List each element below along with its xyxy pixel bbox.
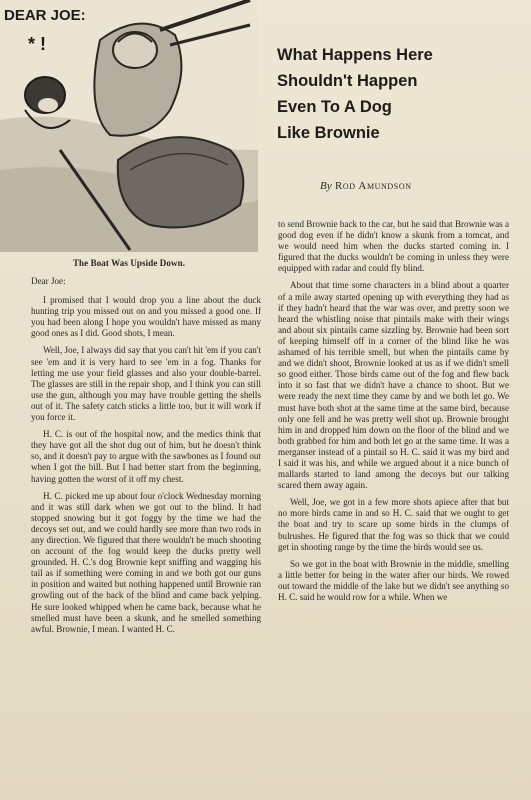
article-title: [277, 42, 527, 146]
svg-text:* !: * !: [28, 34, 46, 54]
paragraph: So we got in the boat with Brownie in the middle, smelling a little better for being in the water after our birds. We rowed out toward the middle of the lake but we didn't see anything so H. C. said he would row for a while. When we: [278, 558, 509, 602]
paragraph: About that time some characters in a blind about a quarter of a mile away started opening up with everything they had as if they hadn't heard that the war was over, and pretty soon we heard the whistling noise that pintails make with their wings and about six pintails came sizzling by. Brownie had been sort of keeping himself off in a corner of the blind like he was ashamed of his terrible smell, but when the pintails came by and we didn't shoot, Brownie looked at us as if we didn't smell so good either. Those birds came out of the fog and flew back into it so fast that we didn't have a chance to shoot. But we were ready the next time they came by and we both let go. We must have both shot at the same time at the same bird, because only one fell and he was pretty well shot up. Brownie brought him in and dropped him down on the floor of the blind and we both grabbed for him and both let go at the same time. It was a merganser instead of a pintail so H. C. said it was my bird and I said it was his, and while we argued about it a nice bunch of mallards started to land among the decoys but our talking scared them away again.: [278, 280, 509, 491]
left-column: [31, 276, 261, 641]
paragraph: Well, Joe, we got in a few more shots apiece after that but no more birds came in and so H. C. said that we ought to get the boat and try to scare up some birds in the clumps of bulrushes. He figured that the fog was so thick that we could get in shooting range by the time the birds would see us.: [278, 497, 509, 552]
title-line: Like Brownie: [277, 124, 380, 142]
title-line: What Happens Here: [277, 46, 433, 64]
title-line: Shouldn't Happen: [277, 72, 418, 90]
byline-prefix: By: [320, 180, 333, 192]
paragraph: H. C. is out of the hospital now, and the medics think that they have got all the shot dug out of him, but he doesn't think so, and it doesn't pay to argue with the sawbones as I found out when I got the bill. But I had better start from the beginning, having gotten the worst of it off my chest.: [31, 429, 261, 484]
paragraph: I promised that I would drop you a line about the duck hunting trip you missed out on and you missed a good one. If you had been along I hope you wouldn't have missed as many good ones as I did. Good shots, I mean.: [31, 295, 261, 339]
title-line: Even To A Dog: [277, 98, 392, 116]
right-column: [278, 219, 509, 609]
paragraph: H. C. picked me up about four o'clock Wednesday morning and it was still dark when we got out to the blind. It had stopped snowing but it got foggy by the time we had the decoys set out, and we could hardly see more than two rods in any direction. We figured that there wouldn't be much shooting on account of the fog would keep the ducks pretty well grounded. H. C.'s dog Brownie kept sniffing and wagging his tail as if something were coming in and we both got our guns in position and waited but nothing happened until Brownie ran growling out of the back of the blind and came back yelping. He sure looked whipped when he came back, because what he smelled must have been a skunk, and he smelled something awful. Brownie, I mean. I wanted H. C.: [31, 490, 261, 634]
speech-text: DEAR JOE:: [4, 7, 86, 24]
salutation: Dear Joe:: [31, 276, 66, 286]
byline: [320, 180, 520, 192]
cartoon-drawing: [0, 0, 258, 252]
author-name: Rod Amundson: [334, 180, 412, 192]
paragraph: to send Brownie back to the car, but he said that Brownie was a good dog even if he didn't know a skunk from a tomcat, and we would need him when the ducks started coming in. I figured that the ducks wouldn't be coming in unless they were equipped with radar and could fly blind.: [278, 219, 509, 274]
cartoon-illustration: [0, 0, 258, 252]
illustration-caption: The Boat Was Upside Down.: [72, 258, 186, 268]
paragraph: Well, Joe, I always did say that you can't hit 'em if you can't see 'em and it is very hard to see 'em in a fog. Thanks for letting me use your field glasses and also your double-barrel. The glasses are still in the repair shop, and I think you can still use the gun, although you may have trouble getting the shells out of it. The safety catch sticks a little too, but it will work if you force it.: [31, 345, 261, 423]
